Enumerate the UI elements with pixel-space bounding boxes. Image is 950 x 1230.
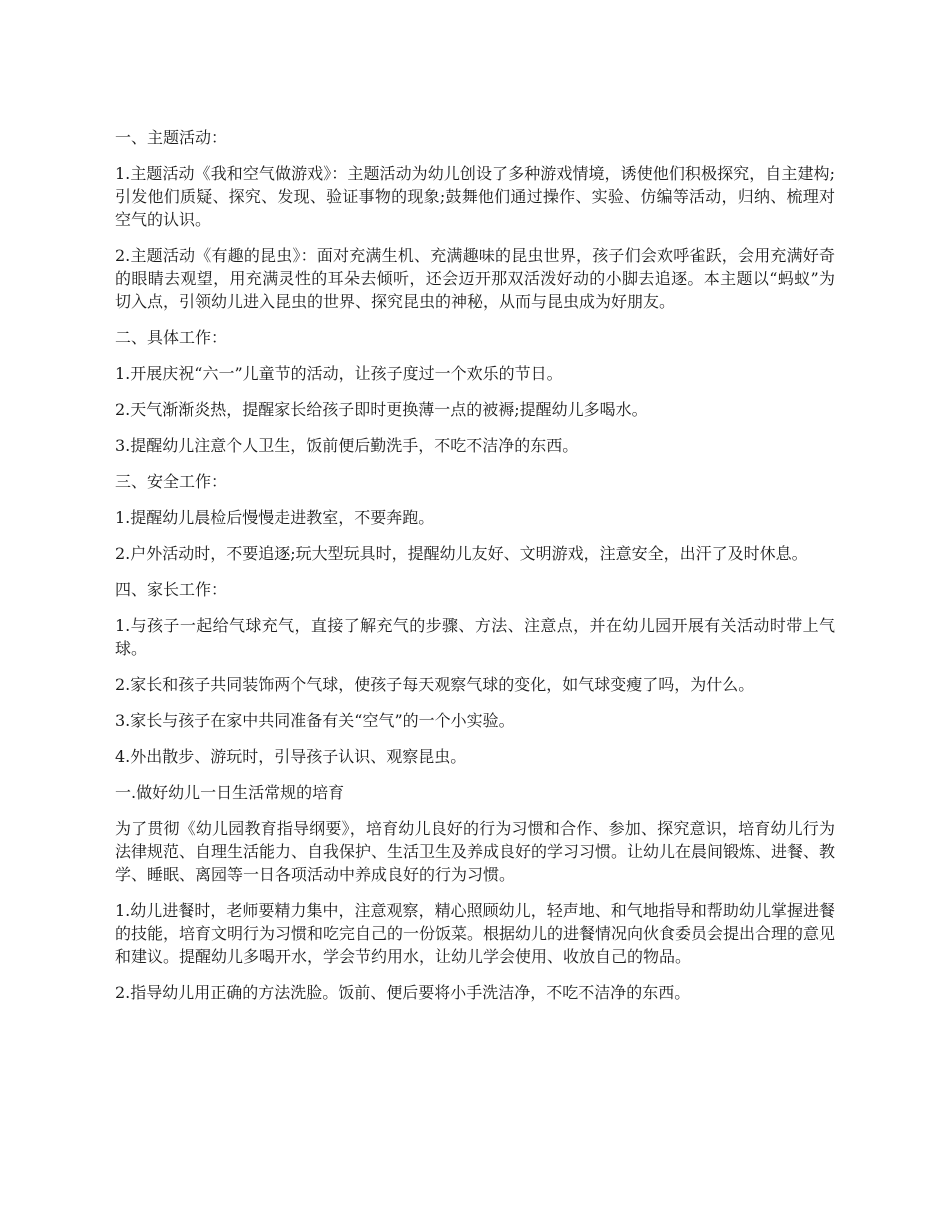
paragraph-outdoor-activities: 2.户外活动时，不要追逐;玩大型玩具时，提醒幼儿友好、文明游戏，注意安全，出汗了及时休息。 (115, 544, 808, 563)
section-heading-safety-work: 三、安全工作： (115, 472, 228, 491)
paragraph-theme-air-games: 1.主题活动《我和空气做游戏》：主题活动为幼儿创设了多种游戏情境，诱使他们积极探究，自主建构;引发他们质疑、探究、发现、验证事物的现象;鼓舞他们通过操作、实验、仿编等活动，归纳、梳理对空气的认识。 (115, 164, 835, 229)
paragraph-childrens-day: 1.开展庆祝“六一”儿童节的活动，让孩子度过一个欢乐的节日。 (115, 364, 563, 383)
paragraph-balloon-decorate: 2.家长和孩子共同装饰两个气球，使孩子每天观察气球的变化，如气球变瘦了吗，为什么。 (115, 675, 755, 694)
paragraph-hygiene: 3.提醒幼儿注意个人卫生，饭前便后勤洗手，不吃不洁净的东西。 (115, 436, 579, 455)
paragraph-theme-insects: 2.主题活动《有趣的昆虫》：面对充满生机、充满趣味的昆虫世界，孩子们会欢呼雀跃，会用充满好奇的眼睛去观望，用充满灵性的耳朵去倾听，还会迈开那双活泼好动的小脚去追逐。本主题以“蚂蚁”为切入点，引领幼儿进入昆虫的世界、探究昆虫的神秘，从而与昆虫成为好朋友。 (115, 246, 835, 311)
paragraph-meal-time: 1.幼儿进餐时，老师要精力集中，注意观察，精心照顾幼儿，轻声地、和气地指导和帮助幼儿掌握进餐的技能，培育文明行为习惯和吃完自己的一份饭菜。根据幼儿的进餐情况向伙食委员会提出合理的意见和建议。提醒幼儿多喝开水，学会节约用水，让幼儿学会使用、收放自己的物品。 (115, 901, 836, 966)
section-heading-daily-routine: 一.做好幼儿一日生活常规的培育 (115, 783, 345, 802)
paragraph-hot-weather: 2.天气渐渐炎热，提醒家长给孩子即时更换薄一点的被褥;提醒幼儿多喝水。 (115, 400, 648, 419)
paragraph-observe-insects: 4.外出散步、游玩时，引导孩子认识、观察昆虫。 (115, 747, 467, 766)
paragraph-balloon-inflate: 1.与孩子一起给气球充气，直接了解充气的步骤、方法、注意点，并在幼儿园开展有关活动时带上气球。 (115, 616, 835, 658)
section-heading-parent-work: 四、家长工作： (115, 580, 228, 599)
paragraph-face-washing: 2.指导幼儿用正确的方法洗脸。饭前、便后要将小手洗洁净，不吃不洁净的东西。 (115, 983, 691, 1002)
section-heading-specific-work: 二、具体工作： (115, 328, 228, 347)
document-body (115, 126, 835, 1017)
paragraph-air-experiment: 3.家长与孩子在家中共同准备有关“空气”的一个小实验。 (115, 711, 515, 730)
paragraph-morning-check: 1.提醒幼儿晨检后慢慢走进教室，不要奔跑。 (115, 508, 435, 527)
paragraph-guidelines: 为了贯彻《幼儿园教育指导纲要》，培育幼儿良好的行为习惯和合作、参加、探究意识，培育幼儿行为法律规范、自理生活能力、自我保护、生活卫生及养成良好的学习习惯。让幼儿在晨间锻炼、进餐、教学、睡眠、离园等一日各项活动中养成良好的行为习惯。 (115, 819, 836, 884)
section-heading-theme-activities: 一、主题活动： (115, 128, 228, 147)
